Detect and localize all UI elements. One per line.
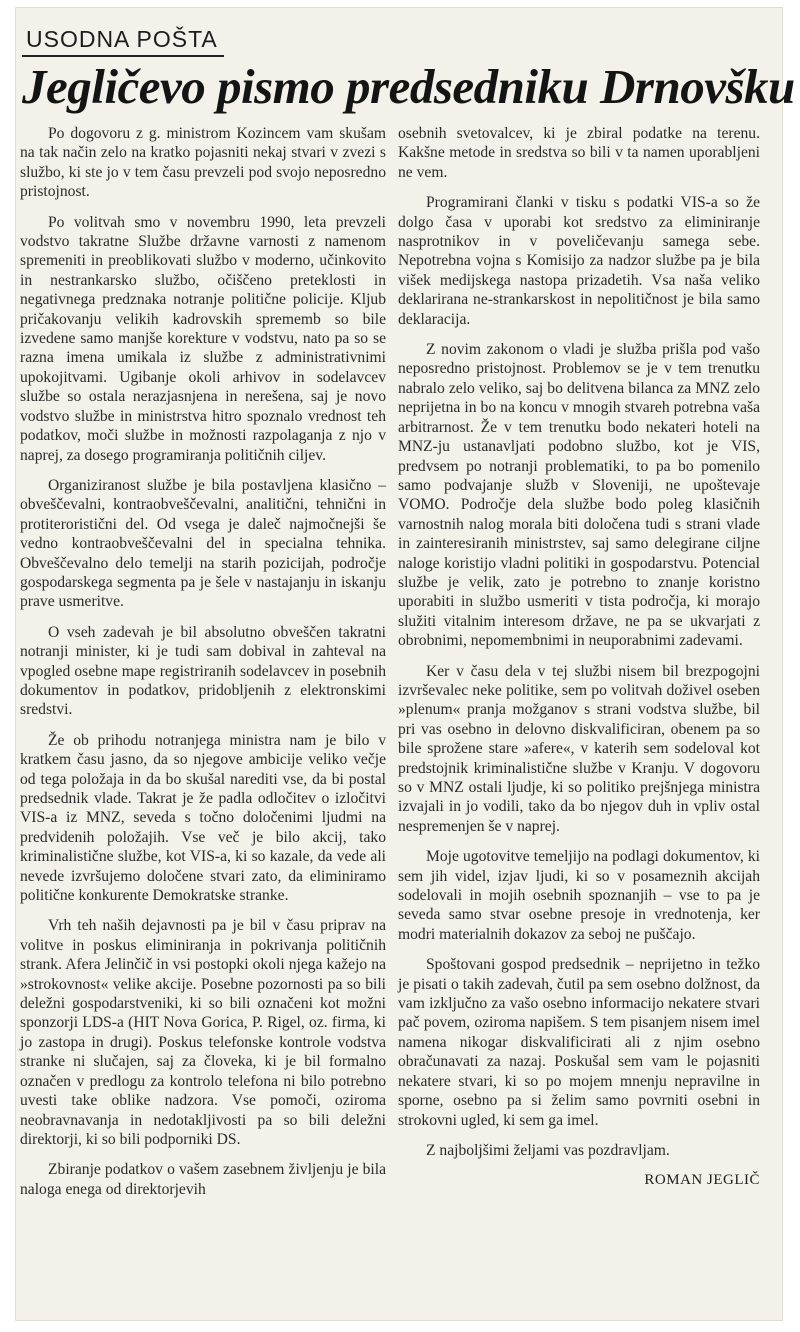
paragraph: O vseh zadevah je bil absolutno obveščen takratni notranji minister, ki je tudi sam dobival in zahteval na vpogled osebne mape registriranih sodelavcev in posebnih dokumentov in podatkov, pridobljenih z elektronskimi sredstvi. xyxy=(20,623,386,719)
paragraph: Zbiranje podatkov o vašem zasebnem življenju je bila naloga enega od direktorjevih xyxy=(20,1161,386,1198)
right-column xyxy=(398,124,760,1304)
paragraph: Že ob prihodu notranjega ministra nam je bilo v kratkem času jasno, da so njegove ambicije veliko večje od tega položaja in da bo skušal narediti vse, da bi postal predsednik vlade. Takrat je že padla odločitev o izločitvi VIS-a iz MNZ, seveda s točno določenimi ljudmi na predvidenih položajih. Vse več je bilo akcij, tako kriminalistične službe, kot VIS-a, ki so kazale, da vede ali nevede izvršujemo določene stvari zato, da eliminiramo politične konkurente Demokratske stranke. xyxy=(20,731,386,905)
closing-line: Z najboljšimi željami vas pozdravljam. xyxy=(426,1141,670,1159)
paragraph: Spoštovani gospod predsednik – neprijetno in težko je pisati o takih zadevah, čutil pa sem osebno dolžnost, da vam izključno za vašo osebno informacijo nekatere stvari pač povem, oziroma napišem. S tem pisanjem nisem imel namena nikogar diskvalificirati ali z njim osebno obračunavati za nazaj. Poskušal sem vam le pojasniti nekatere stvari, ki so po mojem mnenju nepravilne in sporne, osebno pa si želim samo povrniti osebni in strokovni ugled, ki sem ga imel. xyxy=(398,956,760,1129)
paragraph: Vrh teh naših dejavnosti pa je bil v času priprav na volitve in poskus eliminiranja in pokrivanja političnih strank. Afera Jelinčič in vsi postopki okoli njega kažejo na »strokovnost« velike akcije. Posebne pozornosti pa so bili deležni gospodarstveniki, ki so bili označeni kot možni sponzorji LDS-a (HIT Nova Gorica, P. Rigel, oz. firma, ki jo zastopa in drugi). Poskus telefonske kontrole vodstva stranke ni slučajen, saj za človeka, ki je bil formalno označen v predlogu za kontrolo telefona ni bilo potrebno uvesti take oblike nadzora. Vse pomoči, oziroma neobravnavanja in nedotakljivosti pa so bili deležni direktorji, ki so bili podporniki DS. xyxy=(20,917,386,1148)
paragraph: Z novim zakonom o vladi je služba prišla pod vašo neposredno pristojnost. Problemov se je v tem trenutku nabralo zelo veliko, saj bo delitvena bilanca za MNZ zelo neprijetna in bo na koncu v mnogih stvareh potrebna vaša arbitrarnost. Že v tem trenutku bodo nekateri hoteli na MNZ-ju ustanavljati podobno službo, kot je VIS, predvsem po notranji problematiki, to pa bo pomenilo samo podvajanje služb v Sloveniji, ne upoštevaje VOMO. Področje dela službe bodo poleg klasičnih varnostnih nalog morala biti določena tudi s strani vlade in zainteresiranih ministrstev, saj samo delegirane ciljne naloge koristijo vladni politiki in gospodarstvu. Potencial službe je velik, zato je potrebno to znanje koristno uporabiti in službo usmeriti v tista področja, ki morajo služiti vitalnim interesom države, ne pa se ukvarjati z obrobnimi, nepomembnimi in neuporabnimi zadevami. xyxy=(398,341,760,650)
paragraph: Moje ugotovitve temeljijo na podlagi dokumentov, ki sem jih videl, izjav ljudi, ki so v posameznih akcijah sodelovali in mojih osebnih spoznanjih – vse to pa je seveda samo stvar osebne presoje in vrednotenja, ker modri materialnih dokazov za seboj ne puščajo. xyxy=(398,848,760,943)
paragraph-continuation: osebnih svetovalcev, ki je zbiral podatke na terenu. Kakšne metode in sredstva so bili v ta namen uporabljeni ne vem. xyxy=(398,125,760,181)
article-headline: Jegličevo pismo predsedniku Drnovšku xyxy=(22,59,795,114)
paragraph: Programirani članki v tisku s podatki VIS-a so že dolgo časa v uporabi kot sredstvo za eliminiranje nasprotnikov in v poveličevanju samega sebe. Nepotrebna vojna s Komisijo za nadzor službe pa je bila višek medijskega nastopa prizadetih. Vsa naša veliko deklarirana ne-strankarskost in nepolitičnost je bila samo deklaracija. xyxy=(398,194,760,328)
paragraph: Po dogovoru z g. ministrom Kozincem vam skušam na tak način zelo na kratko pojasniti nekaj stvari v zvezi s službo, ki ste jo v tem času prevzeli pod svojo neposredno pristojnost. xyxy=(20,125,386,201)
author-signature: ROMAN JEGLIČ xyxy=(644,1172,760,1189)
left-column xyxy=(20,124,386,1304)
paragraph: Ker v času dela v tej službi nisem bil brezpogojni izvrševalec neke politike, sem po volitvah doživel oseben »plenum« pranja možganov s strani vodstva službe, bil pri vas osebno in delovno diskvalificiran, obenem pa so bile sprožene stare »afere«, v katerih sem sodeloval kot predstojnik kriminalistične službe v Kranju. V dogovoru so v MNZ ostali ljudje, ki so politiko prejšnjega ministra izvajali in jo vodili, tako da bo njegov duh in vpliv ostal nespremenjen še v naprej. xyxy=(398,662,760,835)
paragraph: Po volitvah smo v novembru 1990, leta prevzeli vodstvo takratne Službe državne varnosti z namenom spremeniti in preoblikovati službo v moderno, učinkovito in nestrankarsko službo, očiščeno preteklosti in negativnega predznaka notranje politične policije. Kljub pričakovanju velikih kadrovskih sprememb so bile izvedene samo manjše korekture v vodstvu, nato pa so se razna imena umikala iz službe z administrativnimi upokojitvami. Ugibanje okoli arhivov in sodelavcev službe so ostala nerazjasnjena in nerešena, saj je novo vodstvo službe in ministrstva hitro spoznalo vrednost teh podatkov, moči službe in možnosti razpolaganja z njo v naprej, za dosego programiranja političnih ciljev. xyxy=(20,213,386,464)
section-kicker: USODNA POŠTA xyxy=(22,24,224,57)
paragraph: Organiziranost službe je bila postavljena klasično – obveščevalni, kontraobveščevalni, analitični, tehnični in protiteroristični del. Od vsega je daleč najmočnejši še vedno kontraobveščevalni del in specialna tehnika. Obveščevalno delo temelji na starih pozicijah, področje gospodarskega segmenta pa je šele v nastajanju in iskanju prave usmeritve. xyxy=(20,476,386,611)
